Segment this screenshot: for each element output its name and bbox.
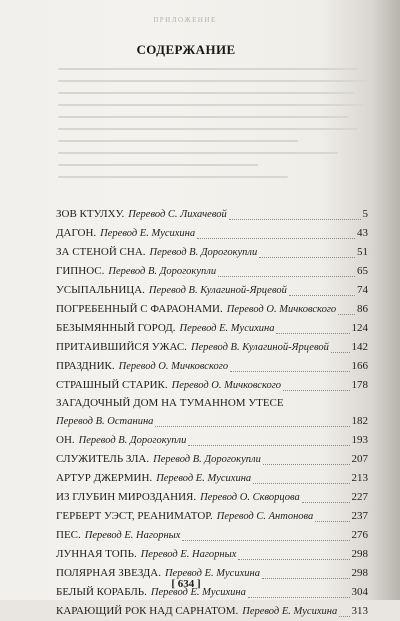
leader-dots	[188, 444, 349, 446]
toc-entry-title: БЕЗЫМЯННЫЙ ГОРОД.	[56, 322, 176, 334]
toc-entry-page: 65	[357, 265, 368, 277]
show-through-line	[58, 164, 258, 166]
toc-entry	[56, 224, 368, 243]
toc-entry-translator: Перевод Е. Мусихина	[150, 587, 246, 598]
toc-entry-title: ПЕС.	[56, 529, 81, 541]
toc-entry-translator: Перевод В. Дорогокупли	[153, 454, 261, 465]
toc-entry	[56, 243, 368, 262]
leader-dots	[315, 520, 349, 522]
toc-entry-page: 298	[351, 567, 368, 579]
leader-dots	[259, 256, 355, 258]
toc-entry-translator: Перевод Е. Мусихина	[100, 228, 196, 239]
toc-entry-page: 124	[351, 322, 368, 334]
leader-dots	[339, 615, 349, 617]
leader-dots	[248, 596, 350, 598]
toc-entry	[56, 338, 368, 357]
leader-dots	[230, 370, 349, 372]
toc-entry-title: СТРАШНЫЙ СТАРИК.	[56, 379, 168, 391]
toc-entry-page: 5	[362, 208, 368, 220]
toc-entry	[56, 357, 368, 376]
toc-entry-page: 43	[357, 227, 368, 239]
show-through-line	[58, 152, 338, 154]
toc-entry-page: 276	[351, 529, 368, 541]
leader-dots	[263, 463, 350, 465]
toc-entry-translator: Перевод Е. Нагорных	[84, 530, 181, 541]
toc-entry	[56, 526, 368, 545]
leader-dots	[229, 218, 361, 220]
toc-entry	[56, 431, 368, 450]
toc-entry	[56, 469, 368, 488]
toc-entry-page: 182	[351, 415, 368, 427]
leader-dots	[338, 313, 355, 315]
leader-dots	[182, 539, 349, 541]
toc-entry-translator: Перевод Е. Мусихина	[179, 323, 275, 334]
page-number: [ 634 ]	[171, 578, 201, 590]
toc-entry-translator: Перевод В. Дорогокупли	[149, 247, 258, 258]
toc-entry-page: 86	[357, 303, 368, 315]
toc-entry-page: 298	[351, 548, 368, 560]
toc-entry-page: 142	[351, 341, 368, 353]
leader-dots	[276, 332, 349, 334]
toc-entry-translator: Перевод В. Кулагиной-Ярцевой	[148, 285, 287, 296]
toc-entry-title: ГЕРБЕРТ УЭСТ, РЕАНИМАТОР.	[56, 510, 213, 522]
toc-entry-translator: Перевод В. Кулагиной-Ярцевой	[190, 342, 329, 353]
toc-entry-title: ЗА СТЕНОЙ СНА.	[56, 246, 146, 258]
toc-entry	[56, 262, 368, 281]
toc-entry-continued	[56, 412, 368, 431]
toc-entry-page: 213	[351, 472, 368, 484]
toc-entry-translator: Перевод О. Мичковского	[226, 304, 337, 315]
toc-entry-title: ПОГРЕБЕННЫЙ С ФАРАОНАМИ.	[56, 303, 223, 315]
toc-heading: СОДЕРЖАНИЕ	[136, 42, 236, 57]
toc-entry-translator: Перевод О. Мичковского	[118, 361, 229, 372]
toc-entry-title: ПРАЗДНИК.	[56, 360, 115, 372]
toc-entry	[56, 205, 368, 224]
toc-entry	[56, 450, 368, 469]
toc-entry-title: АРТУР ДЖЕРМИН.	[56, 472, 153, 484]
toc-entry-translator: Перевод Е. Мусихина	[156, 473, 252, 484]
toc-entry-page: 227	[351, 491, 368, 503]
toc-entry-title: ГИПНОС.	[56, 265, 105, 277]
leader-dots	[253, 482, 349, 484]
toc-entry-title: УСЫПАЛЬНИЦА.	[56, 284, 145, 296]
toc-entry-page: 313	[351, 605, 368, 617]
leader-dots	[289, 294, 355, 296]
toc-entry-page: 166	[351, 360, 368, 372]
toc-entry-title: ПРИТАИВШИЙСЯ УЖАС.	[56, 341, 187, 353]
toc-entry-title: СЛУЖИТЕЛЬ ЗЛА.	[56, 453, 150, 465]
show-through-line	[58, 140, 298, 142]
toc-entry-translator: Перевод Е. Мусихина	[164, 568, 260, 579]
toc-entry-translator: Перевод В. Останина	[56, 416, 154, 427]
toc-entry	[56, 545, 368, 564]
leader-dots	[283, 389, 349, 391]
leader-dots	[218, 275, 355, 277]
show-through-line	[58, 116, 348, 118]
toc-entry-title: ПОЛЯРНАЯ ЗВЕЗДА.	[56, 567, 161, 579]
toc-entry	[56, 281, 368, 300]
toc-entry-translator: Перевод О. Скворцова	[200, 492, 300, 503]
toc-entry-page: 51	[357, 246, 368, 258]
toc-entry	[56, 488, 368, 507]
toc-entry-page: 74	[357, 284, 368, 296]
toc-entry	[56, 376, 368, 395]
toc-entry	[56, 602, 368, 621]
toc-entry-translator: Перевод С. Лихачевой	[128, 209, 227, 220]
toc-entry-title: ЗАГАДОЧНЫЙ ДОМ НА ТУМАННОМ УТЕСЕ	[56, 397, 284, 409]
toc-entry-title: ДАГОН.	[56, 227, 97, 239]
toc-entry	[56, 507, 368, 526]
toc-entry-title: КАРАЮЩИЙ РОК НАД САРНАТОМ.	[56, 605, 239, 617]
toc-entry-translator: Перевод С. Антонова	[216, 511, 314, 522]
toc-entry-page: 193	[351, 434, 368, 446]
show-through-line	[58, 68, 358, 70]
toc-entry-page: 304	[351, 586, 368, 598]
toc-entry	[56, 395, 368, 412]
toc-entry-title: БЕЛЫЙ КОРАБЛЬ.	[56, 586, 147, 598]
show-through-line	[58, 176, 288, 178]
toc-entry-translator: Перевод В. Дорогокупли	[78, 435, 187, 446]
toc-entry-title: ЗОВ КТУЛХУ.	[56, 208, 125, 220]
toc-list	[56, 205, 368, 621]
toc-entry-translator: Перевод В. Дорогокупли	[108, 266, 217, 277]
leader-dots	[155, 425, 349, 427]
toc-entry-title: ОН.	[56, 434, 75, 446]
show-through-line	[58, 92, 354, 94]
leader-dots	[197, 237, 355, 239]
show-through-line	[58, 80, 368, 82]
running-header: ПРИЛОЖЕНИЕ	[153, 16, 217, 24]
leader-dots	[238, 558, 349, 560]
toc-entry-title: ЛУННАЯ ТОПЬ.	[56, 548, 137, 560]
show-through-line	[58, 104, 363, 106]
show-through-line	[58, 128, 358, 130]
toc-entry-page: 207	[351, 453, 368, 465]
toc-entry-translator: Перевод О. Мичковского	[171, 380, 282, 391]
toc-entry-page: 237	[351, 510, 368, 522]
toc-entry-page: 178	[351, 379, 368, 391]
toc-entry	[56, 319, 368, 338]
toc-entry	[56, 300, 368, 319]
toc-entry-translator: Перевод Е. Мусихина	[242, 606, 338, 617]
toc-entry-translator: Перевод Е. Нагорных	[140, 549, 237, 560]
toc-entry-title: ИЗ ГЛУБИН МИРОЗДАНИЯ.	[56, 491, 197, 503]
leader-dots	[331, 351, 350, 353]
leader-dots	[302, 501, 350, 503]
